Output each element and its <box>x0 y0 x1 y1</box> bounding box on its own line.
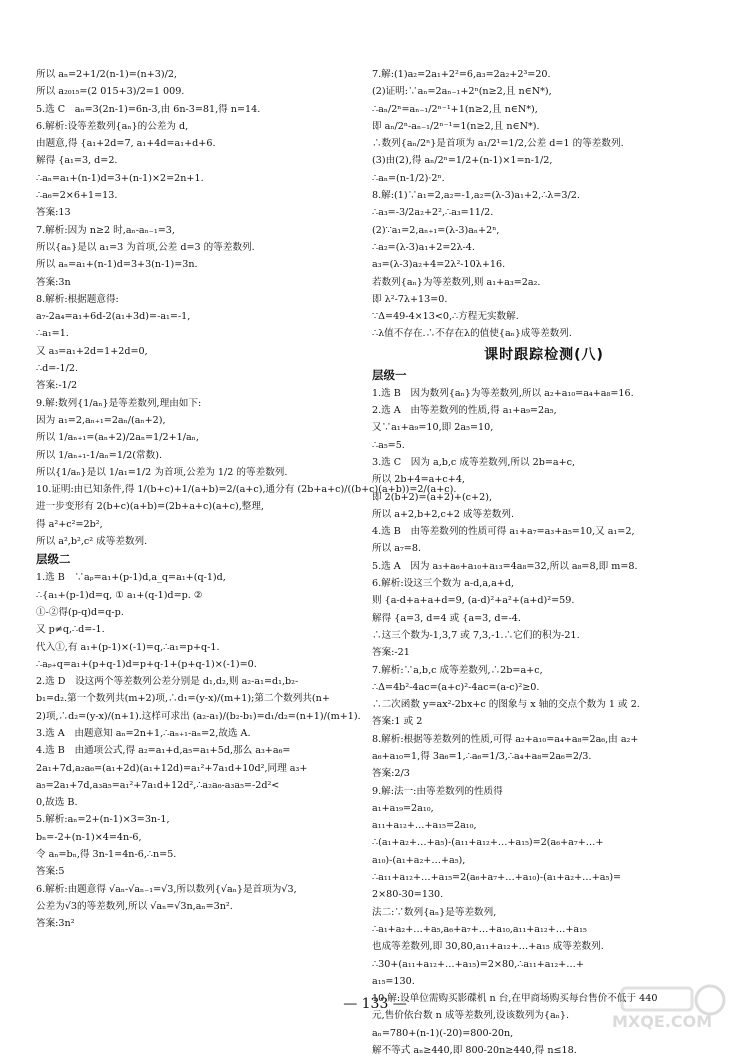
text-line: a₅=2a₁+7d,a₃a₅=a₁²+7a₁d+12d²,∴a₂a₆-a₃a₅=-2d²< <box>36 779 280 791</box>
text-line: 2)项,∴d₂=(y-x)/(n+1).这样可求出 (a₂-a₁)/(b₂-b₁)=d₁/d₂=(n+1)/(m+1). <box>36 710 361 722</box>
text-line: 所以 a₇=8. <box>372 543 421 555</box>
text-line: 9.解:法一:由等差数列的性质得 <box>372 785 503 797</box>
text-line: 又∵a₁+a₉=10,即 2a₅=10, <box>372 422 494 434</box>
text-line: 7.解析:因为 n≥2 时,aₙ-aₙ₋₁=3, <box>36 224 175 236</box>
text-line: a₇-2a₄=a₁+6d-2(a₁+3d)=-a₁=-1, <box>36 311 191 323</box>
text-line: 所以 1/aₙ₊₁-1/aₙ=1/2(常数). <box>36 449 163 461</box>
text-line: ∴aₙ=a₁+(n-1)d=3+(n-1)×2=2n+1. <box>36 172 204 184</box>
text-line: 6.解析:设等差数列{aₙ}的公差为 d, <box>36 120 189 132</box>
text-line: 则 {a-d+a+a+d=9, (a-d)²+a²+(a+d)²=59. <box>372 595 575 607</box>
text-line: ∴aₙ/2ⁿ=aₙ₋₁/2ⁿ⁻¹+1(n≥2,且 n∈N*), <box>372 103 538 115</box>
text-line: ∴这三个数为-1,3,7 或 7,3,-1.∴它们的积为-21. <box>372 629 580 641</box>
text-line: 2.选 A 由等差数列的性质,得 a₁+a₉=2a₅, <box>372 405 557 417</box>
text-line: 所以 a₂₀₁₅=(2 015+3)/2=1 009. <box>36 86 185 98</box>
text-line: 答案:-1/2 <box>36 380 78 392</box>
text-line: 即 2(b+2)=(a+2)+(c+2), <box>372 491 492 503</box>
text-line: ∴a₆=2×6+1=13. <box>36 190 118 202</box>
text-line: 7.解:(1)a₂=2a₁+2²=6,a₃=2a₂+2³=20. <box>372 69 551 80</box>
text-line: 1.选 B ∵aₚ=a₁+(p-1)d,a_q=a₁+(q-1)d, <box>36 572 226 584</box>
text-line: 6.解析:由题意得 √aₙ-√aₙ₋₁=√3,所以数列{√aₙ}是首项为√3, <box>36 883 297 895</box>
text-line: 3.选 C 因为 a,b,c 成等差数列,所以 2b=a+c, <box>372 456 576 468</box>
text-line: 答案:3n <box>36 276 71 288</box>
text-line: 所以{1/aₙ}是以 1/a₁=1/2 为首项,公差为 1/2 的等差数列. <box>36 466 288 478</box>
text-line: 2a₁+7d,a₂a₆=(a₁+2d)(a₁+12d)=a₁²+7a₁d+10d²,同理 a₃+ <box>36 762 308 774</box>
text-line: 所以 aₙ=2+1/2(n-1)=(n+3)/2, <box>36 69 177 80</box>
text-line: 得 a²+c²=2b², <box>36 518 103 530</box>
text-line: 答案:5 <box>36 866 65 878</box>
text-line: ①-②得(p-q)d=q-p. <box>36 606 124 618</box>
section-title: 课时跟踪检测(八) <box>484 346 604 363</box>
text-line: 8.解:(1)∵a₁=2,a₂=-1,a₂=(λ-3)a₁+2,∴λ=3/2. <box>372 190 580 202</box>
text-line: ∴数列{aₙ/2ⁿ}是首项为 a₁/2¹=1/2,公差 d=1 的等差数列. <box>372 138 624 150</box>
text-line: 所以 a+2,b+2,c+2 成等差数列. <box>372 508 515 520</box>
text-line: ∴30+(a₁₁+a₁₂+…+a₁₅)=2×80,∴a₁₁+a₁₂+…+ <box>372 958 584 970</box>
text-line: a₁₁+a₁₂+…+a₁₅=2a₁₀, <box>372 820 477 832</box>
page-number: — 133 — <box>343 996 407 1012</box>
level-one-heading: 层级一 <box>372 367 407 382</box>
text-line: ∵Δ=49-4×13<0,∴方程无实数解. <box>372 311 519 323</box>
text-line: 8.解析:根据题意得: <box>36 293 119 305</box>
text-line: (3)由(2),得 aₙ/2ⁿ=1/2+(n-1)×1=n-1/2, <box>372 155 553 167</box>
text-line: b₁=d₂.第一个数列共(m+2)项,∴d₁=(y-x)/(m+1);第二个数列共(n+ <box>36 693 330 705</box>
text-line: 6.解析:设这三个数为 a-d,a,a+d, <box>372 578 515 590</box>
text-line: 5.选 A 因为 a₃+a₆+a₁₀+a₁₃=4a₈=32,所以 a₈=8,即 m=8. <box>372 560 638 572</box>
text-line: 所以 aₙ=a₁+(n-1)d=3+3(n-1)=3n. <box>36 259 198 271</box>
text-line: 又 a₃=a₁+2d=1+2d=0, <box>36 345 148 357</box>
text-line: 0,故选 B. <box>36 797 78 809</box>
text-line: 代入①,有 a₁+(p-1)×(-1)=q,∴a₁=p+q-1. <box>36 641 220 653</box>
text-line: ∴a₁+a₂+…+a₅,a₆+a₇+…+a₁₀,a₁₁+a₁₂+…+a₁₅ <box>372 923 587 935</box>
text-line: 答案:-21 <box>372 647 410 659</box>
text-line: ∴a₃=-3/2a₂+2²,∴a₃=11/2. <box>372 207 494 219</box>
text-line: ∴λ值不存在.∴不存在λ的值使{aₙ}成等差数列. <box>372 328 572 340</box>
text-line: 4.选 B 由等差数列的性质可得 a₁+a₇=a₃+a₅=10,又 a₁=2, <box>372 526 635 538</box>
text-line: ∴二次函数 y=ax²-2bx+c 的图象与 x 轴的交点个数为 1 或 2. <box>372 699 640 711</box>
right-part-1 <box>372 66 716 343</box>
text-line: 即 λ²-7λ+13=0. <box>372 293 448 305</box>
text-line: 3.选 A 由题意知 aₙ=2n+1,∴aₙ₊₁-aₙ=2,故选 A. <box>36 727 251 739</box>
text-line: bₙ=-2+(n-1)×4=4n-6, <box>36 831 142 843</box>
text-line: ∴(a₁+a₂+…+a₅)-(a₁₁+a₁₂+…+a₁₅)=2(a₆+a₇+…+ <box>372 837 604 849</box>
text-line: 8.解析:根据等差数列的性质,可得 a₂+a₁₀=a₄+a₈=2a₆,由 a₂+ <box>372 733 639 745</box>
text-line: 解得 {a₁=3, d=2. <box>36 155 118 167</box>
text-line: 4.选 B 由通项公式,得 a₂=a₁+d,a₅=a₁+5d,那么 a₃+a₆= <box>36 745 291 757</box>
text-line: 答案:1 或 2 <box>372 716 423 728</box>
text-line: 法二:∵数列{aₙ}是等差数列, <box>372 906 497 918</box>
text-line: 10.证明:由已知条件,得 1/(b+c)+1/(a+b)=2/(a+c),通分有 (2b+a+c)/((b+c)(a+b))=2/(a+c). <box>36 484 457 496</box>
text-line: 所以 2b+4=a+c+4, <box>372 474 465 486</box>
watermark-logo <box>592 982 732 1032</box>
text-line: 若数列{aₙ}为等差数列,则 a₁+a₃=2a₂. <box>372 276 541 288</box>
text-line: 公差为√3的等差数列,所以 √aₙ=√3n,aₙ=3n². <box>36 900 233 912</box>
text-line: ∴a₅=5. <box>372 439 405 451</box>
right-part-2 <box>372 385 716 1059</box>
text-line: ∴{a₁+(p-1)d=q, ① a₁+(q-1)d=p. ② <box>36 589 203 601</box>
text-line: 2×80-30=130. <box>372 889 444 901</box>
text-line: 答案:13 <box>36 207 71 219</box>
text-line: ∴aₙ=(n-1/2)·2ⁿ. <box>372 172 445 184</box>
text-line: a₁+a₁₉=2a₁₀, <box>372 802 434 814</box>
svg-text:MXQE.COM: MXQE.COM <box>612 1012 713 1031</box>
text-line: a₆+a₁₀=1,得 3a₆=1,∴a₆=1/3,∴a₄+a₈=2a₆=2/3. <box>372 750 592 762</box>
text-line: 所以 1/aₙ₊₁=(aₙ+2)/2aₙ=1/2+1/aₙ, <box>36 432 199 444</box>
text-line: 所以{aₙ}是以 a₁=3 为首项,公差 d=3 的等差数列. <box>36 241 255 253</box>
text-line: ∴a₂=(λ-3)a₁+2=2λ-4. <box>372 241 475 253</box>
text-line: 元,售价依台数 n 成等差数列,设该数列为{aₙ}. <box>372 1010 570 1022</box>
text-line: 1.选 B 因为数列{aₙ}为等差数列,所以 a₂+a₁₀=a₄+a₈=16. <box>372 387 634 399</box>
text-line: 进一步变形有 2(b+c)(a+b)=(2b+a+c)(a+c),整理, <box>36 501 264 513</box>
text-line: 又 p≠q,∴d=-1. <box>36 624 105 636</box>
text-line: 令 aₙ=bₙ,得 3n-1=4n-6,∴n=5. <box>36 849 177 861</box>
text-line: 由题意,得 {a₁+2d=7, a₁+4d=a₁+d+6. <box>36 138 216 150</box>
text-line: ∴a₁₁+a₁₂+…+a₁₅=2(a₆+a₇+…+a₁₀)-(a₁+a₂+…+a₅)= <box>372 872 622 884</box>
text-line: 5.选 C aₙ=3(2n-1)=6n-3,由 6n-3=81,得 n=14. <box>36 103 261 115</box>
text-line: 即 aₙ/2ⁿ-aₙ₋₁/2ⁿ⁻¹=1(n≥2,且 n∈N*). <box>372 120 540 132</box>
text-line: 10.解:设单位需购买影碟机 n 台,在甲商场购买每台售价不低于 440 <box>372 993 658 1005</box>
text-line: 所以 a²,b²,c² 成等差数列. <box>36 536 148 548</box>
level-two-heading: 层级二 <box>36 552 71 567</box>
text-line: 答案:3n² <box>36 918 75 930</box>
text-line: 因为 a₁=2,aₙ₊₁=2aₙ/(aₙ+2), <box>36 414 166 426</box>
text-line: 9.解:数列{1/aₙ}是等差数列,理由如下: <box>36 397 202 409</box>
text-line: ∴d=-1/2. <box>36 363 79 375</box>
text-line: a₃=(λ-3)a₂+4=2λ²-10λ+16. <box>372 259 506 271</box>
text-line: 也成等差数列,即 30,80,a₁₁+a₁₂+…+a₁₅ 成等差数列. <box>372 941 604 953</box>
text-line: a₁₀)-(a₁+a₂+…+a₅), <box>372 854 466 866</box>
text-line: 解不等式 aₙ≥440,即 800-20n≥440,得 n≤18. <box>372 1045 577 1057</box>
text-line: ∴a₁=1. <box>36 328 69 340</box>
text-line: a₁₅=130. <box>372 975 415 987</box>
text-line: (2)∵a₁=2,aₙ₊₁=(λ-3)aₙ+2ⁿ, <box>372 224 500 236</box>
text-line: (2)证明:∵aₙ=2aₙ₋₁+2ⁿ(n≥2,且 n∈N*), <box>372 86 552 98</box>
text-line: 7.解析:∵a,b,c 成等差数列,∴2b=a+c, <box>372 664 543 676</box>
text-line: ∴aₚ₊q=a₁+(p+q-1)d=p+q-1+(p+q-1)×(-1)=0. <box>36 658 257 670</box>
text-line: aₙ=780+(n-1)(-20)=800-20n, <box>372 1027 514 1039</box>
text-line: ∴Δ=4b²-4ac=(a+c)²-4ac=(a-c)²≥0. <box>372 681 540 693</box>
text-line: 解得 {a=3, d=4 或 {a=3, d=-4. <box>372 612 521 624</box>
text-line: 答案:2/3 <box>372 768 410 780</box>
text-line: 2.选 D 设这两个等差数列公差分别是 d₁,d₂,则 a₂-a₁=d₁,b₂- <box>36 676 299 688</box>
text-line: 5.解析:aₙ=2+(n-1)×3=3n-1, <box>36 814 170 826</box>
